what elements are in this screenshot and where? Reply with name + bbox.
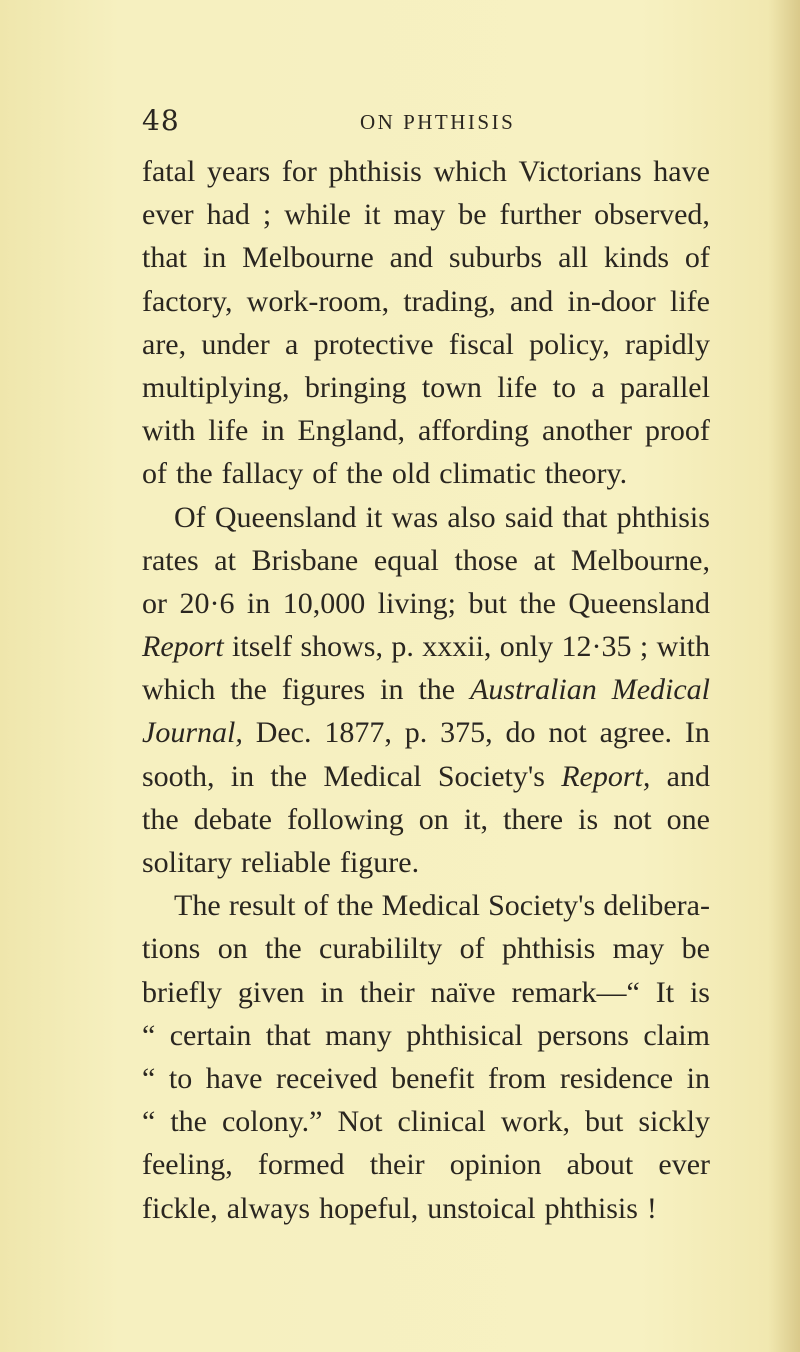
word: It [655, 975, 675, 1009]
text-line [142, 755, 710, 798]
word: unstoical [427, 1191, 536, 1225]
word: Queensland [568, 586, 710, 620]
word: may [612, 932, 665, 966]
word: always [226, 1191, 311, 1225]
text-line [142, 193, 710, 236]
word: The [174, 889, 221, 923]
word: under [201, 327, 270, 361]
word: another [542, 414, 632, 448]
word: hopeful, [319, 1191, 419, 1225]
paragraph-start-line [142, 496, 710, 539]
word: clinical [397, 1105, 486, 1139]
text-line [142, 236, 710, 279]
word: but [584, 1105, 624, 1139]
word: following [287, 802, 404, 836]
word: a [591, 370, 605, 404]
page-header [142, 104, 702, 144]
word: sooth, [142, 759, 215, 793]
word: in-door [567, 284, 656, 318]
word: have [653, 155, 710, 188]
word: of [303, 889, 329, 923]
text-line [142, 452, 710, 495]
word: result [228, 889, 296, 923]
word: but [468, 586, 507, 620]
word: Society's [437, 759, 545, 793]
word: Medical [323, 759, 422, 793]
word: life [208, 414, 249, 448]
word: Report [142, 630, 224, 664]
word: only [499, 630, 554, 664]
word: multiplying, [142, 370, 290, 404]
text-line [142, 927, 710, 970]
word: the [346, 457, 383, 491]
word: while [284, 198, 351, 232]
word: tions [142, 932, 201, 966]
word: formed [257, 1148, 345, 1182]
word: In [684, 716, 710, 750]
word: further [499, 198, 582, 232]
word: Medical [611, 673, 710, 707]
word: it [365, 500, 383, 534]
word: delibera- [603, 889, 710, 923]
word: which [142, 673, 216, 707]
word: phthisis [544, 1191, 638, 1225]
word: observed, [594, 198, 710, 232]
word: Victorians [518, 155, 642, 188]
word: opinion [449, 1148, 542, 1182]
word: many [325, 1018, 392, 1052]
word: fallacy [221, 457, 304, 491]
word: phthisis [328, 155, 422, 188]
word: factory, [142, 284, 233, 318]
word: for [281, 155, 317, 188]
word: old [391, 457, 431, 491]
word: suburbs [448, 241, 543, 275]
word: Medical [381, 889, 480, 923]
word: are, [142, 327, 187, 361]
word: briefly [142, 975, 222, 1009]
word: be [458, 198, 487, 232]
word: to [552, 370, 576, 404]
word: the [176, 457, 213, 491]
word: in [320, 975, 344, 1009]
word: fickle, [142, 1191, 218, 1225]
word: 20·6 [179, 586, 235, 620]
word: their [359, 975, 415, 1009]
word: in [261, 414, 285, 448]
word: in [380, 673, 404, 707]
word: their [369, 1148, 425, 1182]
word: certain [169, 1018, 252, 1052]
word: persons [537, 1018, 629, 1052]
word: trading, [403, 284, 496, 318]
word: it, [463, 802, 489, 836]
word: given [237, 975, 305, 1009]
word: parallel [620, 370, 710, 404]
word: on [217, 932, 248, 966]
word: the [265, 932, 302, 966]
word: theory. [544, 457, 628, 491]
word: not [548, 716, 587, 750]
word: town [421, 370, 482, 404]
word: claim [643, 1018, 710, 1052]
word: kinds [604, 241, 670, 275]
text-line [142, 280, 710, 323]
word: work, [500, 1105, 570, 1139]
word: the [142, 802, 179, 836]
word: sickly [638, 1105, 710, 1139]
word: ! [646, 1191, 657, 1225]
word: colony.” [221, 1105, 323, 1139]
word: ever [658, 1148, 710, 1182]
word: Society's [488, 889, 596, 923]
word: equal [373, 543, 439, 577]
word: the [519, 586, 556, 620]
word: life [669, 284, 710, 318]
text-line [142, 1187, 710, 1230]
word: naïve [430, 975, 496, 1009]
word: figure. [339, 846, 420, 879]
text-line [142, 711, 710, 754]
word: shows, [300, 630, 383, 664]
word: 12·35 [561, 630, 632, 664]
word: the [270, 759, 308, 793]
word: living; [377, 586, 456, 620]
word: policy, [529, 327, 610, 361]
word: solitary [142, 846, 232, 879]
word: received [275, 1061, 378, 1095]
word: it [363, 198, 381, 232]
word: from [487, 1061, 547, 1095]
text-line [142, 1057, 710, 1100]
word: on [418, 802, 449, 836]
word: Not [337, 1105, 383, 1139]
word: the [230, 673, 267, 707]
word: Brisbane [251, 543, 359, 577]
word: debate [193, 802, 272, 836]
text-line [142, 366, 710, 409]
word: of [459, 932, 485, 966]
word: those [454, 543, 518, 577]
body-text [142, 150, 710, 1230]
word: Australian [470, 673, 597, 707]
word: benefit [391, 1061, 475, 1095]
word: remark—“ [511, 975, 640, 1009]
word: ever [142, 198, 194, 232]
word: and [509, 284, 554, 318]
text-line [142, 841, 710, 884]
word: about [566, 1148, 634, 1182]
text-line [142, 668, 710, 711]
word: figures [281, 673, 366, 707]
text-line [142, 539, 710, 582]
word: 10,000 [282, 586, 366, 620]
word: residence [559, 1061, 674, 1095]
paragraph-start-line [142, 884, 710, 927]
word: “ [142, 1061, 156, 1095]
word: rates [142, 543, 199, 577]
word: and [666, 759, 710, 793]
word: in [202, 241, 227, 275]
word: England, [297, 414, 406, 448]
word: had [206, 198, 250, 232]
word: Journal, [142, 716, 243, 750]
text-line [142, 1014, 710, 1057]
word: 375, [440, 716, 493, 750]
text-line [142, 323, 710, 366]
word: phthisis [616, 500, 710, 534]
word: which [433, 155, 507, 188]
word: xxxii, [422, 630, 492, 664]
word: ; [262, 198, 272, 232]
word: climatic [439, 457, 536, 491]
word: “ [142, 1018, 156, 1052]
word: have [205, 1061, 263, 1095]
word: may [393, 198, 446, 232]
word: not [613, 802, 652, 836]
word: in [230, 759, 255, 793]
word: do [505, 716, 536, 750]
word: Queensland [214, 500, 357, 534]
word: reliable [241, 846, 331, 879]
word: fiscal [448, 327, 514, 361]
word: affording [417, 414, 530, 448]
word: Of [174, 500, 206, 534]
text-line [142, 971, 710, 1014]
word: at [533, 543, 556, 577]
word: of [312, 457, 338, 491]
word: phthisical [406, 1018, 523, 1052]
word: p. [391, 630, 414, 664]
word: that [265, 1018, 311, 1052]
word: 1877, [324, 716, 392, 750]
text-line [142, 1143, 710, 1186]
text-line [142, 582, 710, 625]
word: itself [232, 630, 293, 664]
word: the [336, 889, 374, 923]
word: the [170, 1105, 207, 1139]
word: agree. [599, 716, 673, 750]
word: one [666, 802, 710, 836]
word: Melbourne, [570, 543, 710, 577]
word: work-room, [246, 284, 390, 318]
word: there [503, 802, 564, 836]
page-number: 48 [142, 104, 180, 137]
word: and [389, 241, 433, 275]
word: “ [142, 1105, 156, 1139]
text-line [142, 1100, 710, 1143]
word: fatal [142, 155, 196, 188]
word: a [285, 327, 299, 361]
word: protective [313, 327, 434, 361]
word: was [391, 500, 439, 534]
running-title: ON PHTHISIS [360, 110, 516, 134]
word: feeling, [142, 1148, 233, 1182]
word: also [447, 500, 496, 534]
word: with [656, 630, 710, 664]
word: p. [404, 716, 428, 750]
word: proof [644, 414, 710, 448]
word: is [689, 975, 710, 1009]
word: at [214, 543, 236, 577]
word: be [681, 932, 710, 966]
text-line [142, 798, 710, 841]
word: Melbourne [242, 241, 374, 275]
word: phthisis [501, 932, 596, 966]
word: Report, [561, 759, 651, 793]
word: life [497, 370, 538, 404]
word: said [504, 500, 554, 534]
word: curabililty [319, 932, 443, 966]
word: to [168, 1061, 193, 1095]
word: is [578, 802, 599, 836]
word: of [684, 241, 710, 275]
word: that [562, 500, 608, 534]
word: bringing [304, 370, 407, 404]
word: of [142, 457, 167, 491]
word: with [142, 414, 196, 448]
word: that [142, 241, 187, 275]
text-line [142, 409, 710, 452]
word: all [558, 241, 589, 275]
text-line [142, 625, 710, 668]
word: the [418, 673, 456, 707]
word: rapidly [625, 327, 710, 361]
word: in [686, 1061, 710, 1095]
word: years [206, 155, 271, 188]
word: Dec. [255, 716, 312, 750]
text-line [142, 150, 710, 193]
word: in [246, 586, 271, 620]
word: ; [639, 630, 649, 664]
word: or [142, 586, 167, 620]
